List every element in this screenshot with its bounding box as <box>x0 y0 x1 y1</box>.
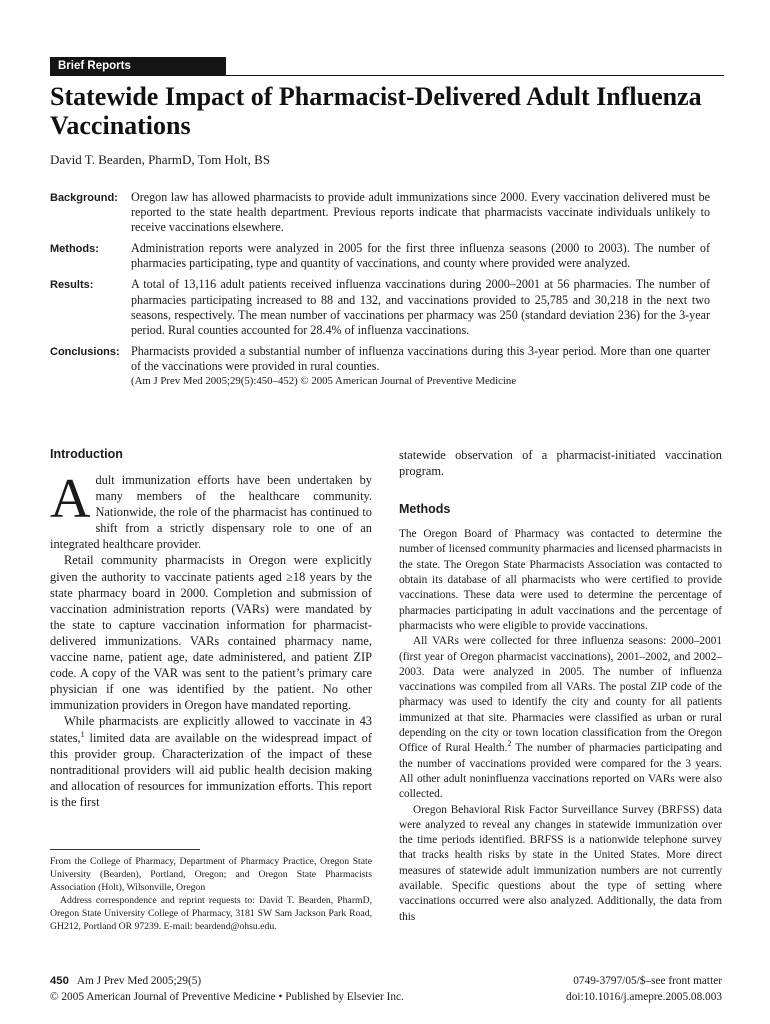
copyright-line: © 2005 American Journal of Preventive Medicine • Published by Elsevier Inc. <box>50 991 404 1003</box>
left-column <box>50 446 372 810</box>
drop-cap: A <box>50 468 91 530</box>
author-list: David T. Bearden, PharmD, Tom Holt, BS <box>50 152 271 167</box>
abstract-conclusions-block <box>131 344 710 389</box>
footer-left <box>50 973 404 1005</box>
section-banner: Brief Reports <box>50 57 226 76</box>
citation-line: (Am J Prev Med 2005;29(5):450–452) © 2005 American Journal of Preventive Medicine <box>131 375 517 388</box>
issn-line: 0749-3797/05/$–see front matter <box>573 975 722 987</box>
abstract-conclusions-text: Pharmacists provided a substantial number of influenza vaccinations during this 3-year period. More than one quarter of the vaccinations were provided in rural counties. <box>131 343 710 373</box>
header-rule <box>50 75 724 76</box>
methods-paragraph-3: Oregon Behavioral Risk Factor Surveillance Survey (BRFSS) data were analyzed to reveal any changes in statewide immunization over the time periods identified. BRFSS is a nationwide telephone survey that tracks health risks by state in the United States. More direct measures of statewide adult immunization numbers are not currently available. Specific questions about the type of setting where vaccinations occurred were also analyzed. Additionally, the data from this <box>399 803 722 923</box>
abstract-results-label: Results: <box>50 279 94 292</box>
intro-paragraph-3-text-b: limited data are available on the widespread impact of this provider group. Characterization of the impact of these nontraditional providers will aid public health decision making and allocation of resources for immunization efforts. This report is the first <box>50 730 372 809</box>
methods-paragraph-2-text-b: The number of pharmacies participating and the number of vaccinations provided were compared for the 3 years. All other adult noninfluenza vaccinations reported on VARs were also collected. <box>399 742 722 801</box>
methods-paragraph-2-text-a: All VARs were collected for three influenza seasons: 2000–2001 (first year of Oregon pharmacist vaccinations), 2001–2002, and 2002–2003. Data were analyzed in 2005. The number of influenza vaccinations was compiled from all VARs. The postal ZIP code of the pharmacy was used to identify the city and county for all patients immunized at that site. Pharmacies were classified as urban or rural depending on the city or town location classification from the Oregon Office of Rural Health. <box>399 635 722 755</box>
reference-2-link[interactable]: 2 <box>507 739 512 749</box>
abstract-methods <box>50 241 710 271</box>
right-column <box>399 447 722 925</box>
introduction-heading: Introduction <box>50 447 123 461</box>
intro-paragraph-1-text: dult immunization efforts have been undertaken by many members of the healthcare community. Nationwide, the role of the pharmacist has continued to shift from a strictly dispensary role to one of an integrated healthcare provider. <box>50 473 372 552</box>
doi-line[interactable]: doi:10.1016/j.amepre.2005.08.003 <box>566 991 722 1003</box>
abstract-results-text: A total of 13,116 adult patients received influenza vaccinations during 2000–2001 at 56 pharmacies. The number of pharmacies participating increased to 88 and 132, and vaccinations provided to 25,785 and 30,218 in the next two seasons, respectively. The mean number of vaccinations per pharmacy was 250 (standard deviation 236) for the 3-year period. Rural counties accounted for 28.4% of influenza vaccinations. <box>131 277 710 337</box>
intro-paragraph-3-text-a: While pharmacists are explicitly allowed to vaccinate in 43 states, <box>50 714 372 745</box>
abstract-conclusions-label: Conclusions: <box>50 345 120 358</box>
abstract <box>50 190 710 395</box>
abstract-conclusions <box>50 344 710 389</box>
page-number: 450 <box>50 975 69 987</box>
intro-continuation: statewide observation of a pharmacist-initiated vaccination program. <box>399 448 722 479</box>
footnote-rule <box>50 849 200 850</box>
abstract-methods-text: Administration reports were analyzed in 2005 for the first three influenza seasons (2000 to 2003). The number of pharmacies participating, type and quantity of vaccinations, and county where provided were analyzed. <box>131 241 710 271</box>
methods-paragraph-1: The Oregon Board of Pharmacy was contacted to determine the number of licensed community pharmacies and licensed pharmacists in the state. The Oregon State Pharmacists Association was contacted to obtain its database of all pharmacists who were certified to provide vaccinations. These data were used to determine the percentage of pharmacies participating in adult vaccinations and the percentage of pharmacists who were eligible to provide vaccinations. <box>399 528 722 632</box>
abstract-methods-label: Methods: <box>50 243 99 256</box>
footer-right <box>566 973 722 1005</box>
intro-paragraph-3 <box>50 713 372 810</box>
correspondence-note: Address correspondence and reprint requests to: David T. Bearden, PharmD, Oregon State University College of Pharmacy, 3181 SW Sam Jackson Park Road, GH212, Portland OR 97239. E-mail: beardend@ohsu.edu. <box>50 895 372 932</box>
abstract-background <box>50 190 710 235</box>
journal-issue: Am J Prev Med 2005;29(5) <box>76 975 202 987</box>
methods-paragraph-2 <box>399 634 722 802</box>
footnotes <box>50 855 372 933</box>
intro-paragraph-2: Retail community pharmacists in Oregon were explicitly given the authority to vaccinate patients aged ≥18 years by the state pharmacy board in 2000. Completion and submission of vaccination administration reports (VARs) were mandated by the state to capture vaccination information for pharmacist-delivered immunizations. VARs contained pharmacy name, vaccine name, patient age, date administered, and patient ZIP code. A copy of the VAR was sent to the patient’s primary care physician if one was identified by the patient. No other immunization providers in Oregon have mandated reporting. <box>50 553 372 713</box>
article-title: Statewide Impact of Pharmacist-Delivered Adult Influenza Vaccinations <box>50 82 702 140</box>
abstract-background-text: Oregon law has allowed pharmacists to provide adult immunizations since 2000. Every vaccination delivered must be reported to the state health department. Previous reports indicate that pharmacists vaccinate individuals unlikely to receive vaccinations elsewhere. <box>131 190 710 235</box>
intro-paragraph-1 <box>50 468 372 552</box>
footer-line-1 <box>50 973 404 989</box>
affiliation-note: From the College of Pharmacy, Department of Pharmacy Practice, Oregon State University (Bearden), Portland, Oregon; and Oregon State Pharmacists Association (Holt), Wilsonville, Oregon <box>50 856 372 893</box>
methods-heading: Methods <box>399 502 451 517</box>
reference-1-link[interactable]: 1 <box>80 729 85 739</box>
abstract-background-label: Background: <box>50 192 118 204</box>
abstract-results <box>50 277 710 337</box>
